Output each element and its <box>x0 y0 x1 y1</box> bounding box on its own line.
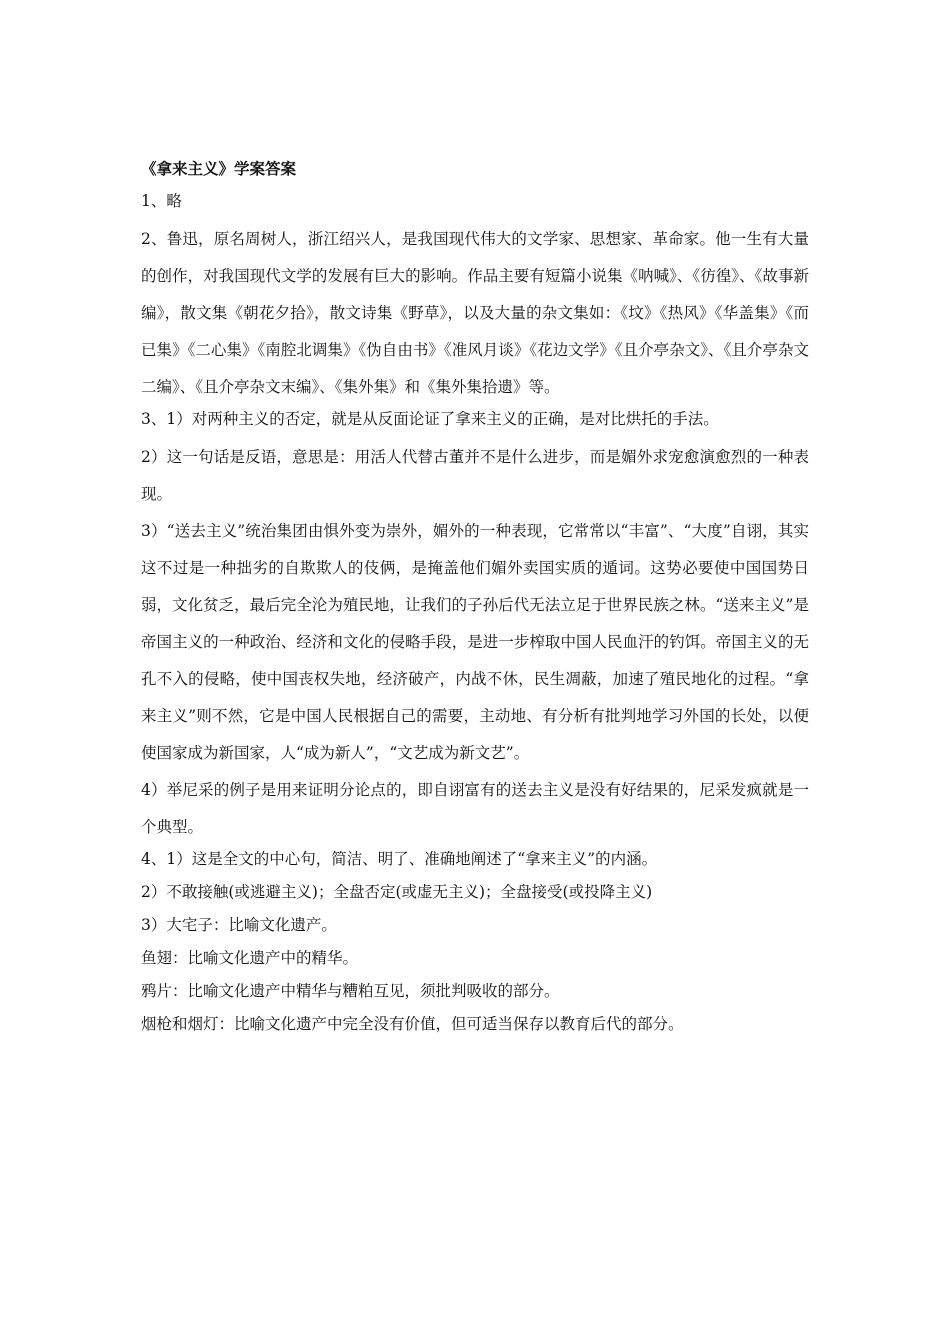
metaphor-opium: 鸦片：比喻文化遗产中精华与糟粕互见，须批判吸收的部分。 <box>141 982 560 1000</box>
answer-3-1: 3、1）对两种主义的否定，就是从反面论证了拿来主义的正确，是对比烘托的手法。 <box>141 410 719 428</box>
answer-2: 2、鲁迅，原名周树人，浙江绍兴人，是我国现代伟大的文学家、思想家、革命家。他一生有大量的创作，对我国现代文学的发展有巨大的影响。作品主要有短篇小说集《呐喊》、《彷徨》、《故事新编》，散文集《朝花夕拾》，散文诗集《野草》，以及大量的杂文集如：《坟》《热风》《华盖集》《而已集》《二心集》《南腔北调集》《伪自由书》《准风月谈》《花边文学》《且介亭杂文》、《且介亭杂文二编》、《且介亭杂文末编》、《集外集》和《集外集拾遗》等。 <box>141 230 809 396</box>
answer-3-2: 2）这一句话是反语，意思是：用活人代替古董并不是什么进步，而是媚外求宠愈演愈烈的一种表现。 <box>141 448 809 503</box>
document-body <box>141 156 809 1044</box>
answer-3-4: 4）举尼采的例子是用来证明分论点的，即自诩富有的送去主义是没有好结果的，尼采发疯就是一个典型。 <box>141 781 809 836</box>
document-title: 《拿来主义》学案答案 <box>141 160 297 178</box>
metaphor-fish-fin: 鱼翅：比喻文化遗产中的精华。 <box>141 949 359 967</box>
answer-4-1: 4、1）这是全文的中心句，简洁、明了、准确地阐述了“拿来主义”的内涵。 <box>141 850 658 868</box>
metaphor-pipe-lamp: 烟枪和烟灯：比喻文化遗产中完全没有价值，但可适当保存以教育后代的部分。 <box>141 1015 684 1033</box>
answer-4-2: 2）不敢接触(或逃避主义)；全盘否定(或虚无主义)；全盘接受(或投降主义) <box>141 883 653 901</box>
answer-3-3: 3）“送去主义”统治集团由惧外变为崇外，媚外的一种表现，它常常以“丰富”、“大度”自诩，其实这不过是一种拙劣的自欺欺人的伎俩，是掩盖他们媚外卖国实质的遁词。这势必要使中国国势日弱，文化贫乏，最后完全沦为殖民地，让我们的子孙后代无法立足于世界民族之林。“送来主义”是帝国主义的一种政治、经济和文化的侵略手段，是进一步榨取中国人民血汗的钓饵。帝国主义的无孔不入的侵略，使中国丧权失地，经济破产，内战不休，民生凋蔽，加速了殖民地化的过程。“拿来主义”则不然，它是中国人民根据自己的需要，主动地、有分析有批判地学习外国的长处，以便使国家成为新国家，人“成为新人”，“文艺成为新文艺”。 <box>141 522 809 762</box>
answer-4-3: 3）大宅子：比喻文化遗产。 <box>141 916 337 934</box>
answer-1: 1、略 <box>141 192 182 210</box>
